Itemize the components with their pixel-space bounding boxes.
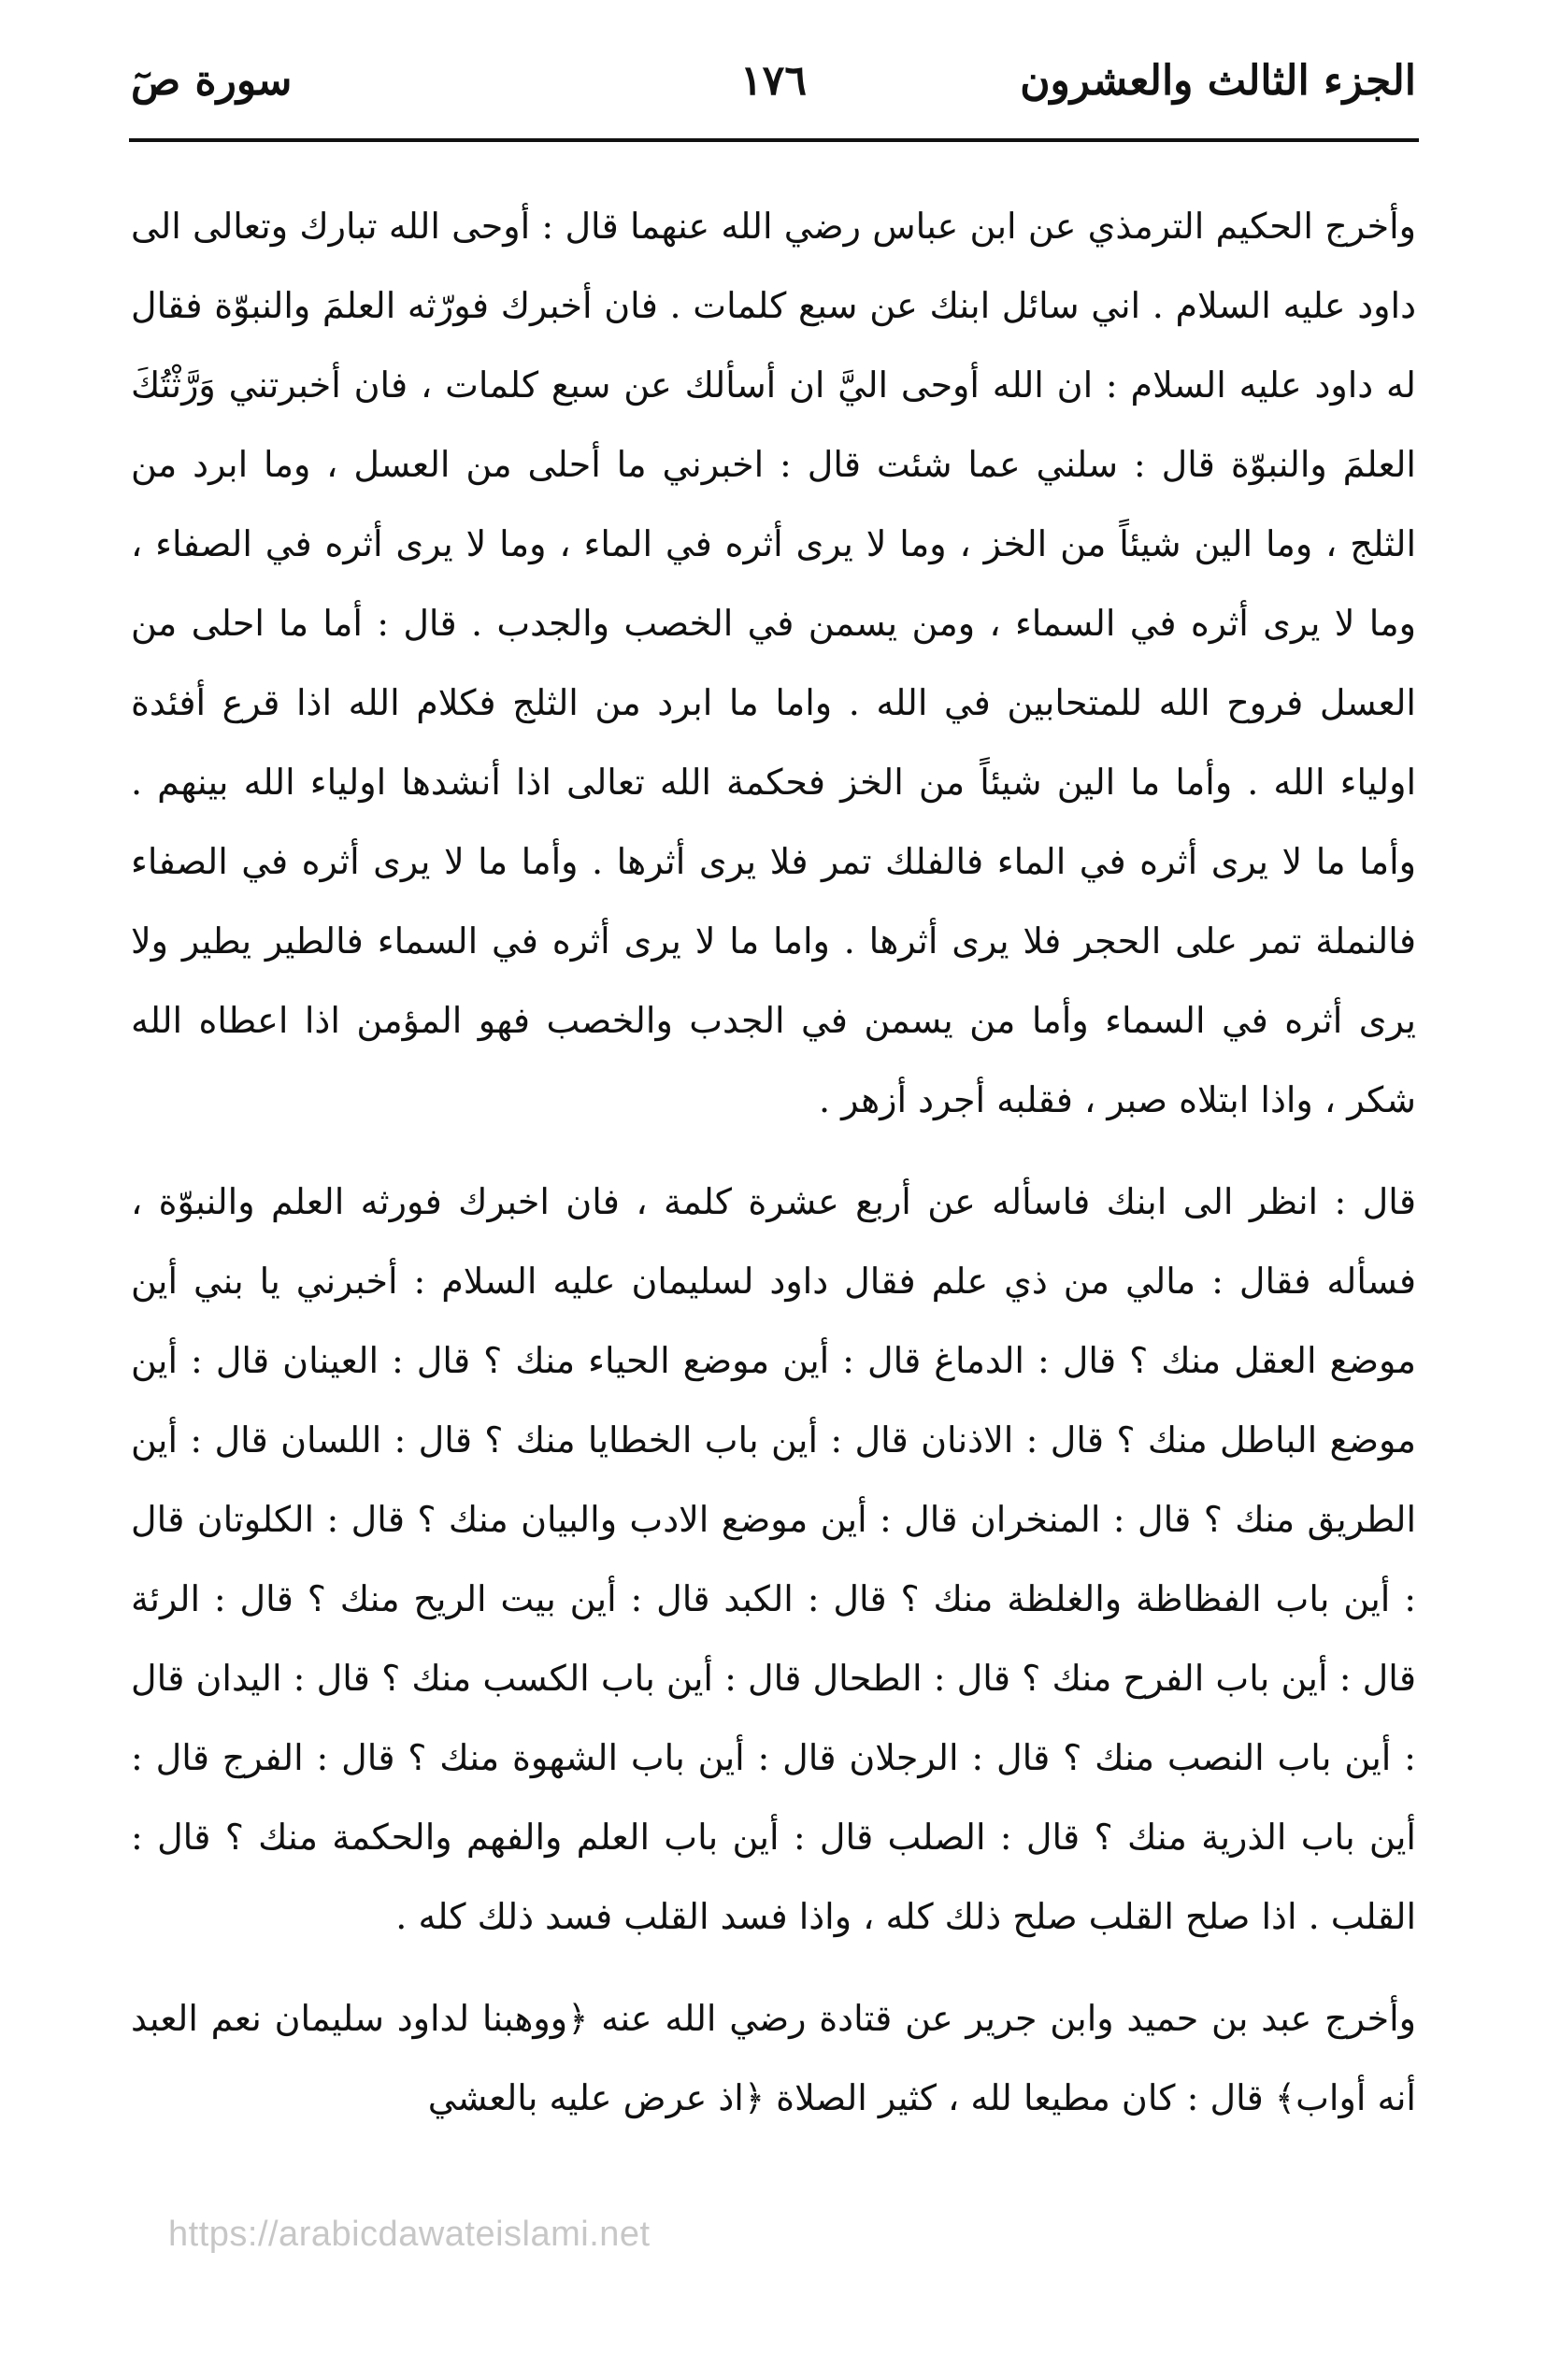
page-number: ١٧٦ bbox=[740, 57, 807, 105]
watermark-url: https://arabicdawateislami.net bbox=[168, 2215, 651, 2254]
paragraph-2: قال : انظر الى ابنك فاسأله عن أربع عشرة كلمة ، فان اخبرك فورثه العلم والنبوّة ، فسأله فقال : مالي من ذي علم فقال داود لسليمان عليه السلام : أخبرني يا بني أين موضع العقل منك ؟ قال : الدماغ قال : أين موضع الحياء منك ؟ قال : العينان قال : أين موضع الباطل منك ؟ قال : الاذنان قال : أين باب الخطايا منك ؟ قال : اللسان قال : أين الطريق منك ؟ قال : المنخران قال : أين موضع الادب والبيان منك ؟ قال : الكلوتان قال : أين باب الفظاظة والغلظة منك ؟ قال : الكبد قال : أين بيت الريح منك ؟ قال : الرئة قال : أين باب الفرح منك ؟ قال : الطحال قال : أين باب الكسب منك ؟ قال : اليدان قال : أين باب النصب منك ؟ قال : الرجلان قال : أين باب الشهوة منك ؟ قال : الفرج قال : أين باب الذرية منك ؟ قال : الصلب قال : أين باب العلم والفهم والحكمة منك ؟ قال : القلب . اذا صلح القلب صلح ذلك كله ، واذا فسد القلب فسد ذلك كله . bbox=[131, 1181, 1416, 1937]
paragraph-3: وأخرج عبد بن حميد وابن جرير عن قتادة رضي الله عنه ﴿ووهبنا لداود سليمان نعم العبد أنه أواب﴾ قال : كان مطيعا لله ، كثير الصلاة ﴿اذ عرض عليه بالعشي bbox=[131, 1998, 1416, 2118]
header-divider bbox=[129, 138, 1419, 142]
running-header bbox=[131, 49, 1416, 114]
part-title: الجزء الثالث والعشرون bbox=[1020, 57, 1416, 105]
page-body bbox=[131, 187, 1416, 2160]
paragraph-1: وأخرج الحكيم الترمذي عن ابن عباس رضي الله عنهما قال : أوحى الله تبارك وتعالى الى داود عليه السلام . اني سائل ابنك عن سبع كلمات . فان أخبرك فورّثه العلمَ والنبوّة فقال له داود عليه السلام : ان الله أوحى اليَّ ان أسألك عن سبع كلمات ، فان أخبرتني وَرَّثْتُكَ العلمَ والنبوّة قال : سلني عما شئت قال : اخبرني ما أحلى من العسل ، وما ابرد من الثلج ، وما الين شيئاً من الخز ، وما لا يرى أثره في الماء ، وما لا يرى أثره في الصفاء ، وما لا يرى أثره في السماء ، ومن يسمن في الخصب والجدب . قال : أما ما احلى من العسل فروح الله للمتحابين في الله . واما ما ابرد من الثلج فكلام الله اذا قرع أفئدة اولياء الله . وأما ما الين شيئاً من الخز فحكمة الله تعالى اذا أنشدها اولياء الله بينهم . وأما ما لا يرى أثره في الماء فالفلك تمر فلا يرى أثرها . وأما ما لا يرى أثره في الصفاء فالنملة تمر على الحجر فلا يرى أثرها . واما ما لا يرى أثره في السماء فالطير يطير ولا يرى أثره في السماء وأما من يسمن في الجدب والخصب فهو المؤمن اذا اعطاه الله شكر ، واذا ابتلاه صبر ، فقلبه أجرد أزهر . bbox=[131, 206, 1416, 1120]
surah-title: سورة صٓ bbox=[131, 57, 293, 105]
